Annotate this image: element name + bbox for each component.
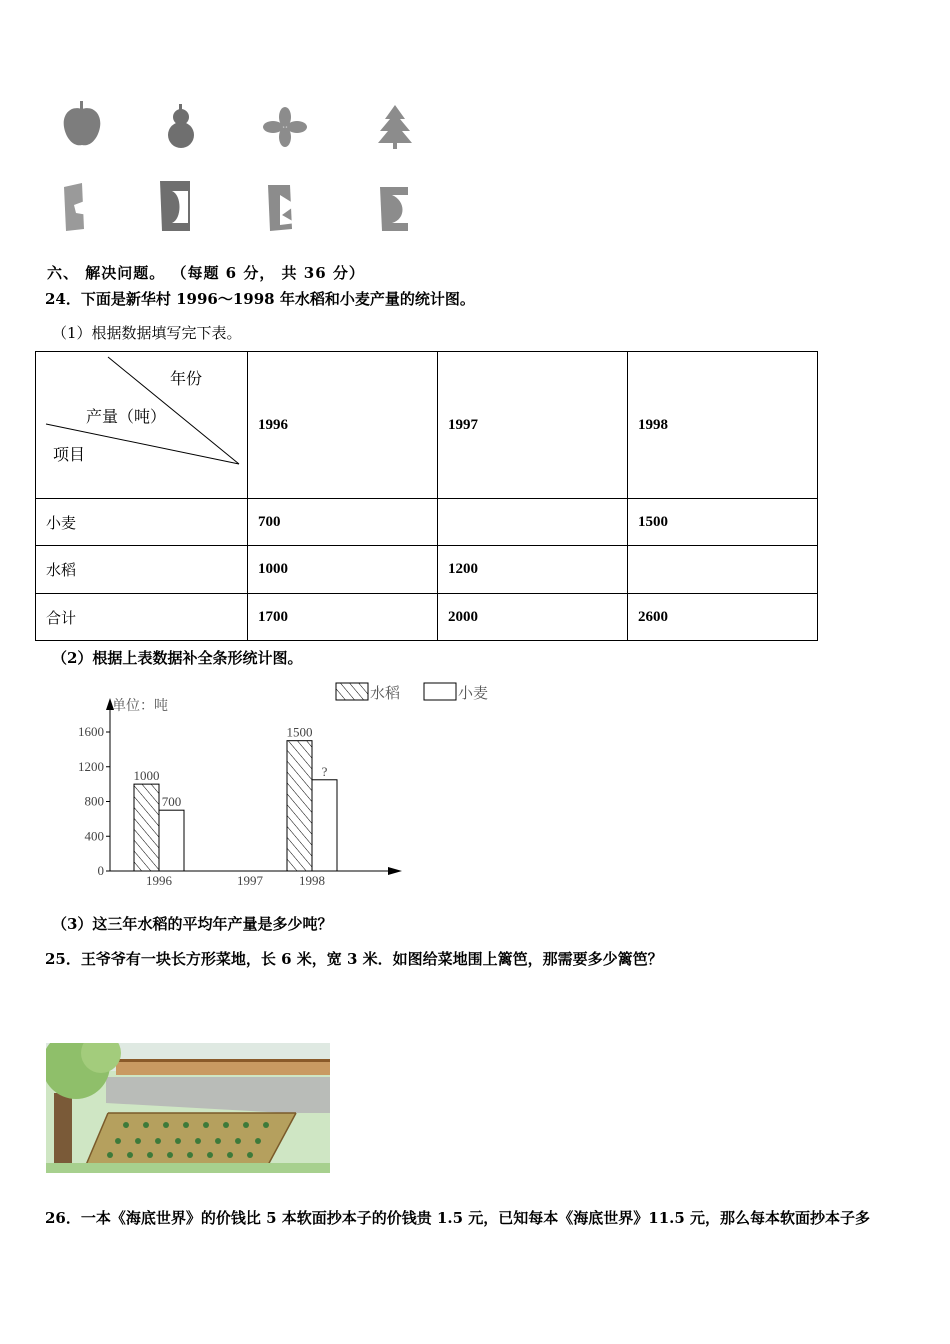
table-row bbox=[36, 499, 818, 546]
x-tick-label: 1996 bbox=[146, 873, 172, 888]
diagonal-header-cell bbox=[36, 352, 248, 499]
table-row bbox=[36, 594, 818, 641]
bar-小麦 bbox=[312, 780, 337, 871]
year-1996: 1996 bbox=[248, 352, 438, 499]
section-title: 六、 解决问题。 （每题 6 分， 共 36 分） bbox=[47, 264, 365, 282]
legend-label-wheat: 小麦 bbox=[458, 684, 489, 702]
table-cell-blank[interactable] bbox=[438, 499, 628, 546]
legend-swatch-rice bbox=[336, 683, 368, 700]
garden-illustration bbox=[46, 1043, 330, 1173]
piece-3-icon bbox=[268, 185, 296, 231]
x-tick-label: 1998 bbox=[299, 873, 325, 888]
x-tick-label: 1997 bbox=[237, 873, 263, 888]
table-row bbox=[36, 546, 818, 594]
data-label: 1000 bbox=[133, 768, 160, 784]
bar-chart bbox=[60, 676, 520, 896]
year-1998: 1998 bbox=[628, 352, 818, 499]
data-label: ? bbox=[321, 763, 328, 779]
apple-icon bbox=[64, 101, 101, 145]
y-tick-label: 1600 bbox=[78, 724, 104, 739]
y-tick-label: 400 bbox=[84, 828, 104, 844]
tree-icon bbox=[378, 105, 412, 149]
piece-1-icon bbox=[64, 183, 90, 231]
question-24-title: 24．下面是新华村 1996～1998 年水稻和小麦产量的统计图。 bbox=[45, 290, 475, 308]
question-24-part-3: （3）这三年水稻的平均年产量是多少吨？ bbox=[52, 915, 333, 933]
header-year: 年份 bbox=[170, 369, 203, 388]
header-item: 项目 bbox=[53, 445, 86, 464]
bar-水稻 bbox=[134, 784, 159, 871]
y-tick-label: 800 bbox=[84, 793, 104, 809]
legend-swatch-wheat bbox=[424, 683, 456, 700]
data-label: 1500 bbox=[286, 724, 313, 740]
piece-2-icon bbox=[160, 181, 190, 231]
row-label-total: 合计 bbox=[36, 594, 248, 641]
y-tick-label: 1200 bbox=[78, 758, 104, 774]
row-label-wheat: 小麦 bbox=[36, 499, 248, 546]
table-cell: 2600 bbox=[628, 594, 818, 641]
row-label-rice: 水稻 bbox=[36, 546, 248, 594]
x-axis-arrow bbox=[388, 867, 402, 875]
table-cell: 1500 bbox=[628, 499, 818, 546]
bar-小麦 bbox=[159, 810, 184, 871]
piece-4-icon bbox=[380, 187, 408, 231]
table-cell: 2000 bbox=[438, 594, 628, 641]
question-26-title: 26．一本《海底世界》的价钱比 5 本软面抄本子的价钱贵 1.5 元，已知每本《海底世界》11.5 元，那么每本软面抄本子多 bbox=[45, 1209, 871, 1227]
data-label: 700 bbox=[161, 794, 182, 810]
table-cell: 1200 bbox=[438, 546, 628, 594]
question-24-part-2: （2）根据上表数据补全条形统计图。 bbox=[52, 649, 303, 667]
production-table bbox=[35, 351, 818, 641]
table-cell: 1000 bbox=[248, 546, 438, 594]
unit-label: 单位：吨 bbox=[112, 698, 168, 714]
table-cell-blank[interactable] bbox=[628, 546, 818, 594]
table-cell: 700 bbox=[248, 499, 438, 546]
y-tick-label: 0 bbox=[97, 863, 104, 878]
year-1997: 1997 bbox=[438, 352, 628, 499]
shape-pictures bbox=[40, 95, 460, 245]
bar-水稻 bbox=[287, 741, 312, 871]
header-output: 产量（吨） bbox=[86, 407, 167, 426]
gourd-icon bbox=[168, 104, 194, 148]
question-25-title: 25．王爷爷有一块长方形菜地，长 6 米，宽 3 米．如图给菜地围上篱笆，那需要多少篱笆？ bbox=[45, 950, 663, 968]
question-24-part-1: （1）根据数据填写完下表。 bbox=[52, 324, 242, 342]
legend-label-rice: 水稻 bbox=[370, 684, 401, 702]
flower-icon bbox=[263, 107, 307, 147]
table-cell: 1700 bbox=[248, 594, 438, 641]
